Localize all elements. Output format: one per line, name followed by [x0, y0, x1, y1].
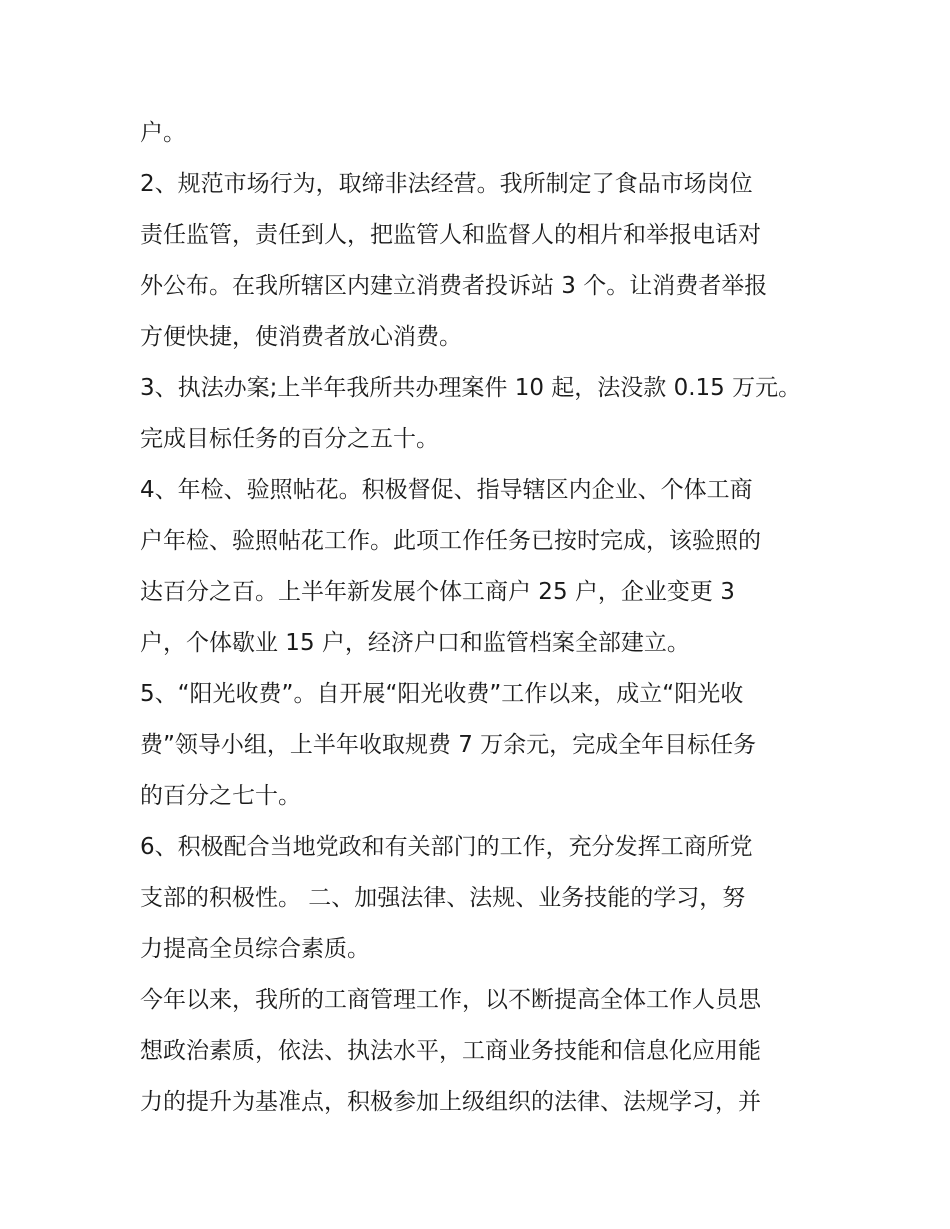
text-line: 想政治素质，依法、执法水平，工商业务技能和信息化应用能 [140, 1038, 761, 1064]
document-body [140, 108, 820, 1128]
text-line: 费”领导小组，上半年收取规费 7 万余元，完成全年目标任务 [140, 732, 757, 758]
text-line: 力提高全员综合素质。 [140, 936, 370, 962]
text-line: 2、规范市场行为，取缔非法经营。我所制定了食品市场岗位 [140, 171, 753, 197]
text-line: 5、“阳光收费”。自开展“阳光收费”工作以来，成立“阳光收 [140, 681, 744, 707]
text-line: 3、执法办案;上半年我所共办理案件 10 起，法没款 0.15 万元。 [140, 375, 802, 401]
text-line: 的百分之七十。 [140, 783, 301, 809]
text-line: 6、积极配合当地党政和有关部门的工作，充分发挥工商所党 [140, 834, 753, 860]
text-line: 责任监管，责任到人，把监管人和监督人的相片和举报电话对 [140, 222, 761, 248]
text-line: 支部的积极性。 二、加强法律、法规、业务技能的学习，努 [140, 885, 746, 911]
text-line: 力的提升为基准点，积极参加上级组织的法律、法规学习，并 [140, 1089, 761, 1115]
text-line: 4、年检、验照帖花。积极督促、指导辖区内企业、个体工商 [140, 477, 753, 503]
text-line: 外公布。在我所辖区内建立消费者投诉站 3 个。让消费者举报 [140, 273, 768, 299]
text-line: 完成目标任务的百分之五十。 [140, 426, 439, 452]
text-line: 达百分之百。上半年新发展个体工商户 25 户，企业变更 3 [140, 579, 735, 605]
text-line: 户。 [140, 120, 186, 146]
text-line: 今年以来，我所的工商管理工作，以不断提高全体工作人员思 [140, 987, 761, 1013]
text-line: 户，个体歇业 15 户，经济户口和监管档案全部建立。 [140, 630, 690, 656]
text-line: 方便快捷，使消费者放心消费。 [140, 324, 462, 350]
text-line: 户年检、验照帖花工作。此项工作任务已按时完成，该验照的 [140, 528, 761, 554]
